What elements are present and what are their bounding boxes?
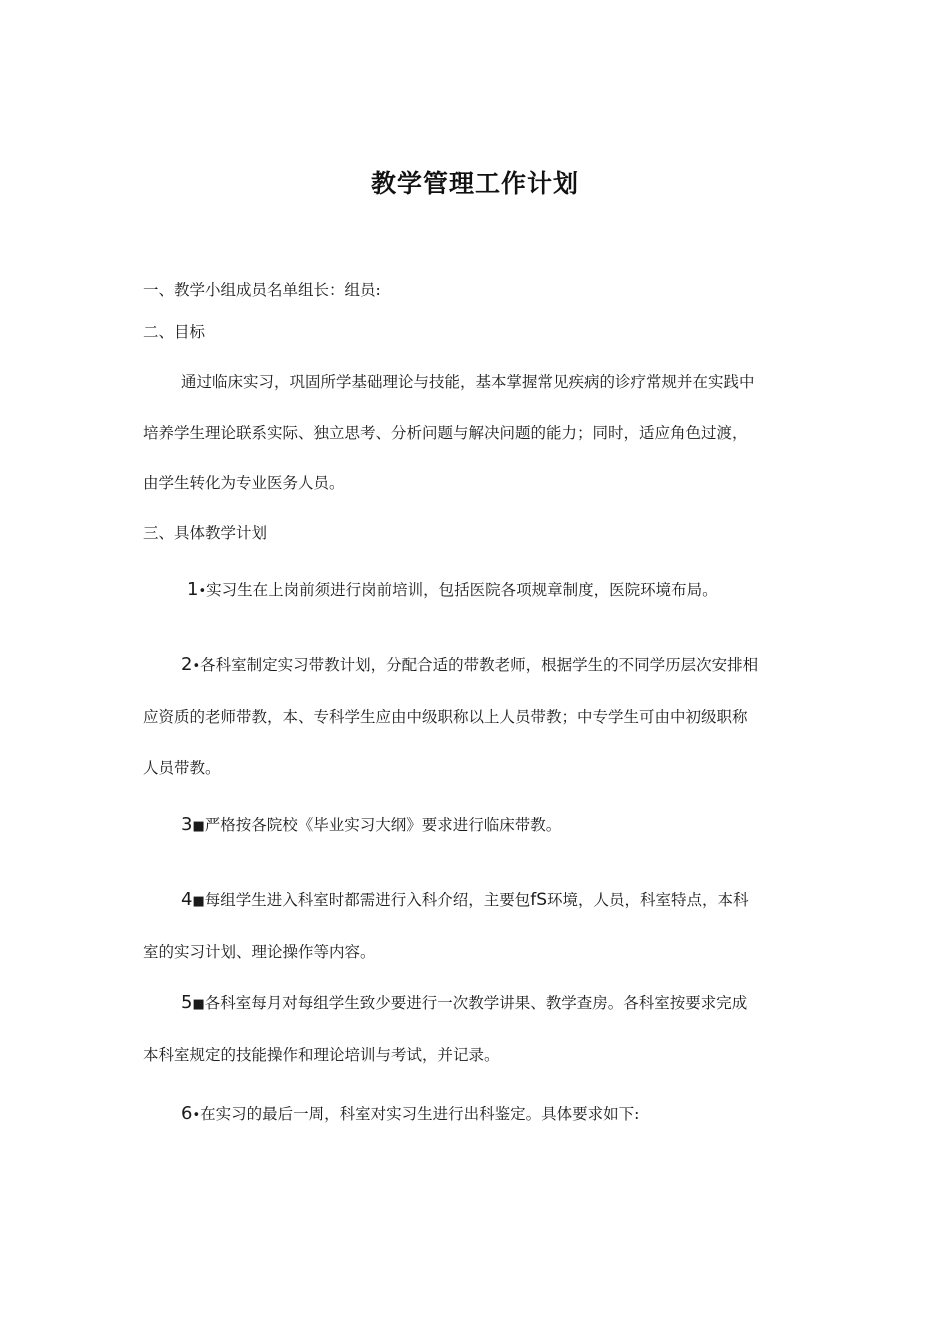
plan-item-2 xyxy=(181,655,758,677)
item-number: 1 xyxy=(187,579,199,600)
item-number: 3 xyxy=(181,814,193,835)
bullet-mark: • xyxy=(192,1108,201,1123)
item-number: 5 xyxy=(181,992,193,1013)
item-number: 6 xyxy=(181,1103,193,1124)
bullet-mark: ■ xyxy=(192,997,205,1012)
plan-item-1 xyxy=(187,580,718,602)
section-heading-goal: 二、目标 xyxy=(143,323,206,341)
bullet-mark: ■ xyxy=(192,819,205,834)
goal-paragraph-line: 由学生转化为专业医务人员。 xyxy=(143,474,345,492)
goal-paragraph-line: 培养学生理论联系实际、独立思考、分析问题与解决问题的能力；同时，适应角色过渡， xyxy=(143,424,748,442)
item-text: 各科室每月对每组学生致少要进行一次教学讲果、教学查房。各科室按要求完成 xyxy=(204,994,748,1012)
item-number: 4 xyxy=(181,889,193,910)
item-text-continued: 本科室规定的技能操作和理论培训与考试，并记录。 xyxy=(143,1046,500,1064)
section-heading-members: 一、教学小组成员名单组长：组员: xyxy=(143,281,381,299)
goal-paragraph-line: 通过临床实习，巩固所学基础理论与技能，基本掌握常见疾病的诊疗常规并在实践中 xyxy=(181,373,755,391)
item-text: 环境，人员，科室特点，本科 xyxy=(547,891,749,909)
item-text: 严格按各院校《毕业实习大纲》要求进行临床带教。 xyxy=(204,816,562,834)
plan-item-5 xyxy=(181,993,747,1015)
bullet-mark: • xyxy=(192,659,201,674)
section-heading-plan: 三、具体教学计划 xyxy=(143,524,268,542)
bullet-mark: • xyxy=(198,584,207,599)
plan-item-3 xyxy=(181,815,561,837)
bullet-mark: ■ xyxy=(192,894,205,909)
item-text: 每组学生进入科室时都需进行入科介绍，主要包 xyxy=(204,891,531,909)
plan-item-6 xyxy=(181,1104,639,1126)
plan-item-4 xyxy=(181,890,749,912)
item-number: 2 xyxy=(181,654,193,675)
item-text-continued: 室的实习计划、理论操作等内容。 xyxy=(143,943,376,961)
item-text-continued: 应资质的老师带教，本、专科学生应由中级职称以上人员带教；中专学生可由中初级职称 xyxy=(143,708,748,726)
item-text: 在实习的最后一周，科室对实习生进行出科鉴定。具体要求如下: xyxy=(200,1105,640,1123)
item-text-continued: 人员带教。 xyxy=(143,759,221,777)
item-text: 实习生在上岗前须进行岗前培训，包括医院各项规章制度，医院环境布局。 xyxy=(206,581,718,599)
document-title: 教学管理工作计划 xyxy=(370,169,579,198)
item-text: 各科室制定实习带教计划，分配合适的带教老师，根据学生的不同学历层次安排相 xyxy=(200,656,759,674)
item-text-latin: fS xyxy=(530,890,548,910)
